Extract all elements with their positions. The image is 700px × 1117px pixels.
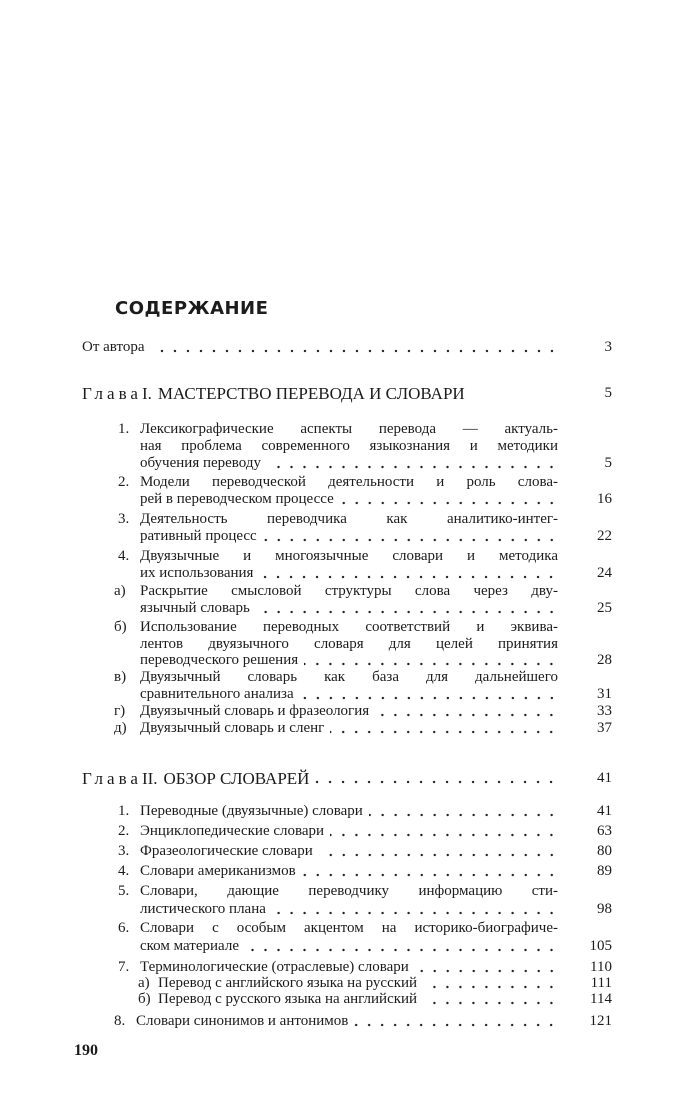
entry-text: лентов двуязычного словаря для целей принятия xyxy=(140,635,558,652)
dot-leader xyxy=(415,969,558,973)
entry-page: 110 xyxy=(590,959,612,975)
dot-leader xyxy=(423,985,558,989)
entry-text: Словари американизмов xyxy=(140,863,296,879)
dot-leader xyxy=(300,696,558,700)
entry-line xyxy=(140,686,558,703)
entry-line xyxy=(140,959,558,976)
entry-text: Словари, дающие переводчику информацию сти- xyxy=(140,883,558,899)
dot-leader xyxy=(330,833,558,837)
entry-line xyxy=(140,438,558,455)
entry-line xyxy=(140,720,558,737)
entry-page: 31 xyxy=(597,685,612,702)
entry-line xyxy=(140,883,558,900)
entry-line xyxy=(140,528,558,545)
entry-text: переводческого решения xyxy=(140,652,299,668)
entry-page: 89 xyxy=(597,863,612,879)
entry-line xyxy=(140,583,558,600)
entry-label: 4. xyxy=(118,863,130,879)
entry-text: Словари синонимов и антонимов xyxy=(136,1013,349,1029)
dot-leader xyxy=(369,813,558,817)
entry-text: От автора xyxy=(82,339,145,355)
dot-leader xyxy=(263,538,558,542)
dot-leader xyxy=(340,501,558,505)
entry-line xyxy=(140,491,558,508)
entry-page: 80 xyxy=(597,843,612,859)
dot-leader xyxy=(272,911,558,915)
entry-text: ОБЗОР СЛОВАРЕЙ xyxy=(163,769,310,788)
entry-line xyxy=(140,901,558,918)
chapter-number: II. xyxy=(141,769,158,788)
entry-page: 3 xyxy=(604,339,612,355)
chapter-word: Глава xyxy=(82,384,142,403)
entry-line xyxy=(140,600,558,617)
entry-label: б) xyxy=(114,619,127,635)
entry-page: 114 xyxy=(590,991,612,1007)
entry-label: а) xyxy=(138,975,150,991)
dot-leader xyxy=(354,1023,558,1027)
entry-line xyxy=(158,991,558,1008)
entry-text: рей в переводческом процессе xyxy=(140,491,334,507)
dot-leader xyxy=(330,730,558,734)
entry-page: 22 xyxy=(597,528,612,544)
entry-line xyxy=(140,511,558,528)
toc-title: СОДЕРЖАНИЕ xyxy=(115,298,269,319)
entry-label: 8. xyxy=(114,1013,126,1029)
entry-line xyxy=(140,938,558,955)
entry-line xyxy=(136,1013,558,1030)
entry-page: 33 xyxy=(597,703,612,719)
chapter-number: I. xyxy=(141,384,152,403)
entry-page: 111 xyxy=(590,975,612,991)
entry-text: Двуязычный словарь как база для дальнейшего xyxy=(140,669,558,685)
entry-line xyxy=(82,339,558,356)
entry-page: 121 xyxy=(589,1013,612,1029)
entry-text: их использования xyxy=(140,565,254,581)
entry-line xyxy=(140,920,558,937)
entry-page: 28 xyxy=(597,652,612,668)
entry-page: 41 xyxy=(597,770,612,786)
entry-line xyxy=(158,975,558,992)
entry-page: 37 xyxy=(597,720,612,736)
entry-line xyxy=(140,652,558,669)
entry-label: 3. xyxy=(118,843,130,859)
dot-leader xyxy=(319,853,558,857)
entry-text: листического плана xyxy=(140,901,266,917)
entry-text: Раскрытие смысловой структуры слова через дву- xyxy=(140,583,558,599)
entry-line xyxy=(140,669,558,686)
entry-text: Словари с особым акцентом на историко-биографиче- xyxy=(140,920,558,936)
entry-label: а) xyxy=(114,583,126,599)
entry-line xyxy=(140,619,558,636)
dot-leader xyxy=(256,610,558,614)
entry-text: ративный процесс xyxy=(140,528,257,544)
entry-page: 105 xyxy=(589,938,612,954)
entry-text: ная проблема современного языкознания и методики xyxy=(140,438,558,454)
entry-text: Энциклопедические словари xyxy=(140,823,325,839)
entry-text: Лексикографические аспекты перевода — актуаль- xyxy=(140,421,558,437)
entry-page: 24 xyxy=(597,565,612,581)
entry-label: 3. xyxy=(118,511,130,527)
entry-label: 1. xyxy=(118,421,130,437)
entry-line xyxy=(140,703,558,720)
entry-text: Использование переводных соответствий и эквива- xyxy=(140,619,558,635)
entry-label: 7. xyxy=(118,959,130,975)
entry-text: ском материале xyxy=(140,938,239,954)
entry-line xyxy=(140,803,558,820)
entry-page: 41 xyxy=(597,803,612,819)
entry-line xyxy=(140,565,558,582)
entry-text: обучения переводу xyxy=(140,455,261,471)
chapter-word: Глава xyxy=(82,769,142,788)
entry-text: Переводные (двуязычные) словари xyxy=(140,803,363,819)
page-number: 190 xyxy=(74,1042,98,1059)
entry-text: Деятельность переводчика как аналитико-интег- xyxy=(140,511,558,527)
dot-leader xyxy=(423,1001,558,1005)
entry-line xyxy=(140,636,558,653)
entry-label: 1. xyxy=(118,803,130,819)
entry-text: Модели переводческой деятельности и роль слова- xyxy=(140,474,558,490)
entry-text: язычный словарь xyxy=(140,600,250,616)
entry-line xyxy=(140,548,558,565)
entry-label: в) xyxy=(114,669,127,685)
entry-label: б) xyxy=(138,991,151,1007)
dot-leader xyxy=(302,873,558,877)
entry-text: МАСТЕРСТВО ПЕРЕВОДА И СЛОВАРИ xyxy=(157,384,465,403)
entry-text: Двуязычный словарь и фразеология xyxy=(140,703,370,719)
dot-leader xyxy=(315,780,558,784)
entry-line xyxy=(82,385,558,402)
dot-leader xyxy=(267,465,558,469)
entry-line xyxy=(140,474,558,491)
entry-line xyxy=(140,843,558,860)
dot-leader xyxy=(375,713,558,717)
dot-leader xyxy=(245,948,558,952)
entry-page: 63 xyxy=(597,823,612,839)
entry-line xyxy=(140,863,558,880)
dot-leader xyxy=(151,349,558,353)
entry-text: Двуязычный словарь и сленг xyxy=(140,720,325,736)
entry-page: 5 xyxy=(604,385,612,401)
entry-text: Терминологические (отраслевые) словари xyxy=(140,959,409,975)
dot-leader xyxy=(259,575,558,579)
entry-label: 4. xyxy=(118,548,130,564)
entry-label: 2. xyxy=(118,474,130,490)
entry-text: Перевод с английского языка на русский xyxy=(158,975,418,991)
entry-line xyxy=(140,421,558,438)
entry-text: Фразеологические словари xyxy=(140,843,313,859)
entry-page: 16 xyxy=(597,491,612,507)
entry-label: 5. xyxy=(118,883,130,899)
entry-line xyxy=(140,823,558,840)
entry-line xyxy=(82,770,558,787)
entry-label: 2. xyxy=(118,823,130,839)
entry-text: сравнительного анализа xyxy=(140,685,294,702)
entry-label: г) xyxy=(114,703,126,719)
entry-line xyxy=(140,455,558,472)
entry-text: Двуязычные и многоязычные словари и методика xyxy=(140,548,558,564)
entry-page: 5 xyxy=(604,455,612,471)
entry-page: 25 xyxy=(597,600,612,616)
entry-label: д) xyxy=(114,720,127,736)
dot-leader xyxy=(304,662,558,666)
entry-text: Перевод с русского языка на английский xyxy=(158,991,418,1007)
entry-page: 98 xyxy=(597,901,612,917)
entry-label: 6. xyxy=(118,920,130,936)
